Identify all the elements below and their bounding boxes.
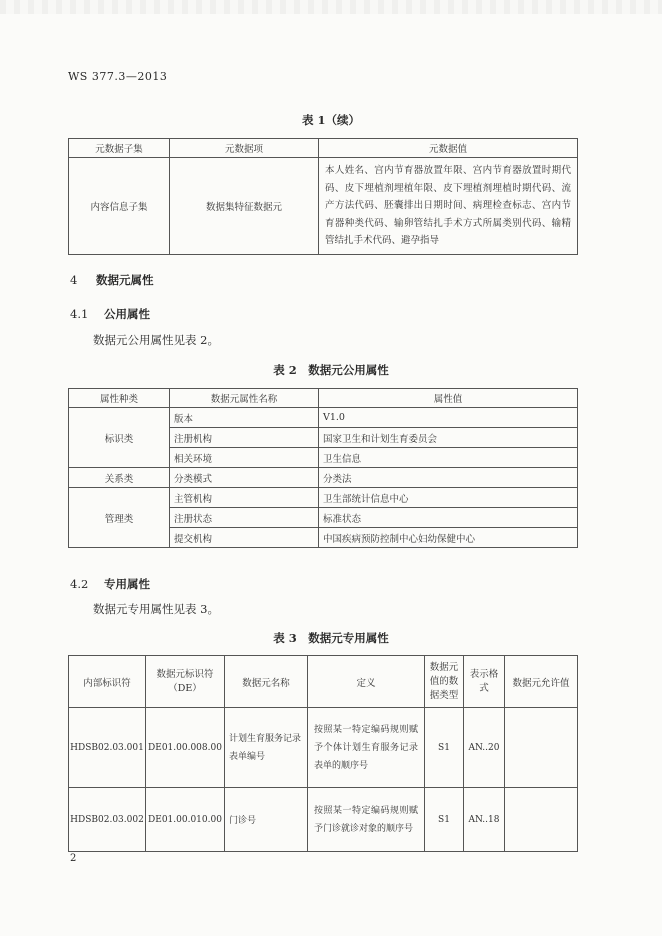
table3-de-id-cell: DE01.00.008.00 (146, 708, 225, 788)
table3-type-cell: S1 (425, 708, 464, 788)
table2-category-cell: 标识类 (69, 408, 170, 468)
table2-col-value: 属性值 (319, 389, 578, 408)
table2-name-cell: 注册机构 (170, 428, 319, 448)
table2-name-cell: 版本 (170, 408, 319, 428)
table2-header-row (69, 389, 578, 408)
table3-col-internal-id: 内部标识符 (69, 656, 146, 708)
table1 (68, 138, 578, 255)
table-row (69, 488, 578, 508)
section-4-heading (70, 272, 154, 288)
table-row (69, 408, 578, 428)
table3-col-allowed: 数据元允许值 (505, 656, 578, 708)
table3-format-cell: AN..18 (464, 788, 505, 852)
section-4-1-text: 数据元公用属性见表 2。 (93, 333, 219, 347)
section-4-1-title: 公用属性 (104, 307, 151, 321)
table2-col-category: 属性种类 (69, 389, 170, 408)
table2-value-cell: V1.0 (319, 408, 578, 428)
table2-name-cell: 注册状态 (170, 508, 319, 528)
table2-col-name: 数据元属性名称 (170, 389, 319, 408)
section-4-title: 数据元属性 (96, 273, 154, 287)
table2-value-cell: 卫生信息 (319, 448, 578, 468)
table2-category-cell: 关系类 (69, 468, 170, 488)
table1-col-item: 元数据项 (170, 139, 319, 158)
table2-value-cell: 中国疾病预防控制中心妇幼保健中心 (319, 528, 578, 548)
table1-value-cell: 本人姓名、宫内节育器放置年限、宫内节育器放置时期代码、皮下埋植剂埋植年限、皮下埋植剂埋植时期代码、流产方法代码、胚囊排出日期时间、病理检查标志、宫内节育器种类代码、输卵管结扎手术方式所属类别代码、输精管结扎手术代码、避孕指导 (319, 158, 578, 255)
scan-edge-artifact (0, 0, 662, 14)
table2-name-cell: 主管机构 (170, 488, 319, 508)
table3-header-row (69, 656, 578, 708)
table1-subset-cell: 内容信息子集 (69, 158, 170, 255)
table1-col-subset: 元数据子集 (69, 139, 170, 158)
table3-allowed-cell (505, 788, 578, 852)
table3-col-de-id: 数据元标识符（DE） (146, 656, 225, 708)
table3-internal-id-cell: HDSB02.03.001 (69, 708, 146, 788)
table2-name-cell: 相关环境 (170, 448, 319, 468)
section-4-2-number: 4.2 (70, 577, 89, 591)
table1-item-cell: 数据集特征数据元 (170, 158, 319, 255)
table3-de-id-cell: DE01.00.010.00 (146, 788, 225, 852)
table3-allowed-cell (505, 708, 578, 788)
table3-type-cell: S1 (425, 788, 464, 852)
table2-caption: 表 2 数据元公用属性 (273, 363, 389, 377)
table-row (69, 788, 578, 852)
table2-value-cell: 卫生部统计信息中心 (319, 488, 578, 508)
table3-format-cell: AN..20 (464, 708, 505, 788)
section-4-1-heading (70, 306, 150, 322)
table1-header-row (69, 139, 578, 158)
section-4-number: 4 (70, 273, 78, 287)
table3-caption: 表 3 数据元专用属性 (273, 631, 389, 645)
table2-value-cell: 标准状态 (319, 508, 578, 528)
table2 (68, 388, 578, 548)
table3-definition-cell: 按照某一特定编码规则赋予门诊就诊对象的顺序号 (308, 788, 425, 852)
table2-name-cell: 分类模式 (170, 468, 319, 488)
section-4-2-text: 数据元专用属性见表 3。 (93, 602, 219, 616)
section-4-1-number: 4.1 (70, 307, 89, 321)
table-row (69, 468, 578, 488)
section-4-2-heading (70, 576, 150, 592)
table3-col-type: 数据元值的数据类型 (425, 656, 464, 708)
table3-name-cell: 门诊号 (225, 788, 308, 852)
section-4-2-title: 专用属性 (104, 577, 151, 591)
table-row (69, 158, 578, 255)
table3-internal-id-cell: HDSB02.03.002 (69, 788, 146, 852)
table2-value-cell: 国家卫生和计划生育委员会 (319, 428, 578, 448)
table1-col-value: 元数据值 (319, 139, 578, 158)
table3-definition-cell: 按照某一特定编码规则赋予个体计划生育服务记录表单的顺序号 (308, 708, 425, 788)
table2-category-cell: 管理类 (69, 488, 170, 548)
page-number: 2 (70, 853, 77, 864)
table2-value-cell: 分类法 (319, 468, 578, 488)
table3-col-format: 表示格式 (464, 656, 505, 708)
standard-code: WS 377.3—2013 (68, 70, 168, 83)
table3-name-cell: 计划生育服务记录表单编号 (225, 708, 308, 788)
table3-col-definition: 定义 (308, 656, 425, 708)
table2-name-cell: 提交机构 (170, 528, 319, 548)
table3-col-name: 数据元名称 (225, 656, 308, 708)
table1-caption: 表 1（续） (301, 113, 360, 127)
table-row (69, 708, 578, 788)
table3 (68, 655, 578, 852)
